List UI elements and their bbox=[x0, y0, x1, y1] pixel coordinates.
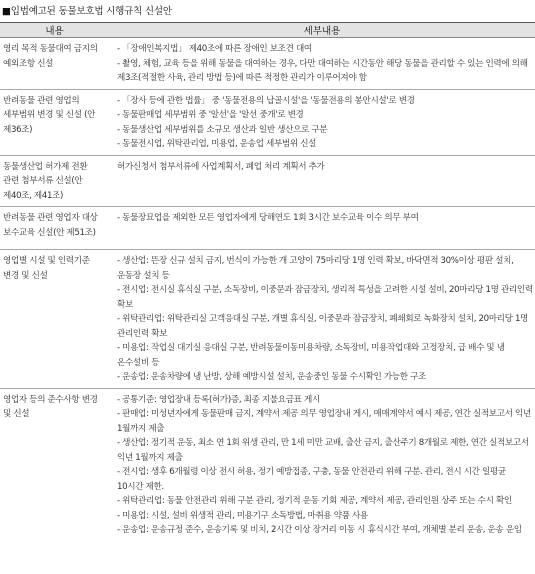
table-row bbox=[0, 250, 535, 389]
detail-line: - 동물생산업 세부범위를 소규모 생산과 일반 생산으로 구분 bbox=[117, 124, 328, 135]
header-content: 내용 bbox=[0, 23, 109, 38]
row-label: 반려동물 관련 영업의 세부범위 변경 및 신설 (안 제36조) bbox=[0, 89, 109, 155]
row-details bbox=[109, 89, 535, 155]
detail-line: - 「장사 등에 관한 법률」 중 '동물전용의 납골시설'을 '동물전용의 봉안시설'로 변경 bbox=[117, 95, 415, 106]
detail-line: - 운송업: 운송차량에 냉 난방, 상해 예방시설 설치, 운송중인 동물 수시확인 가능한 구조 bbox=[117, 372, 426, 382]
row-label: 영업별 시설 및 인력기준 변경 및 신설 bbox=[0, 250, 109, 389]
row-label: 영업자 등의 준수사항 변경 및 신설 bbox=[3, 394, 98, 419]
detail-line: - 동물판매업 세부범위 중 '알선'을 '알선 중개'로 변경 bbox=[117, 110, 304, 120]
detail-line: - 촬영, 체험, 교육 등을 위해 동물을 대여하는 경우, 다만 대여하는 시간동안 해당 동물을 관리할 수 있는 인력에 의해 제3조(적절한 사육, 관리 방법 등)에 따른 적정한 관리가 이루어져야 함 bbox=[117, 58, 528, 83]
detail-line: - 판매업: 미성년자에게 동물판매 금지, 계약서 제공 의무 영업장내 게시, 매매계약서 예시 제공, 연간 실적보고서 익년 1월까지 제출 bbox=[117, 409, 531, 434]
row-details bbox=[109, 207, 535, 250]
detail-line: - 동물장묘업을 제외한 모든 영업자에게 당해연도 1회 3시간 보수교육 이수 의무 부여 bbox=[117, 213, 419, 223]
row-label: 반려동물 관련 영업자 대상 보수교육 신설(안 제51조) bbox=[0, 207, 109, 250]
table-row bbox=[0, 89, 535, 155]
detail-line: - 미용업: 작업실 대기실 응대실 구분, 반려동물이동미용차량, 소독장비, 미용작업대와 고정장치, 급 배수 및 냉 온수설비 등 bbox=[117, 343, 505, 368]
detail-line: - 「장애인복지법」 제40조에 따른 장애인 보조견 대여 bbox=[117, 44, 312, 54]
table-header-row bbox=[0, 23, 535, 38]
regulation-table bbox=[0, 22, 535, 574]
row-details bbox=[109, 38, 535, 90]
table-row bbox=[0, 38, 535, 90]
row-details bbox=[109, 250, 535, 389]
page-title: ■입법예고된 동물보호법 시행규칙 신설안 bbox=[2, 6, 172, 17]
row-details bbox=[109, 388, 535, 574]
row-label: 동물생산업 허가제 전환 관련 첨부서류 신설(안 제40조, 제41조) bbox=[0, 155, 109, 207]
row-details bbox=[109, 155, 535, 207]
header-details: 세부내용 bbox=[109, 23, 535, 38]
detail-line: - 전시업: 생후 6개월령 이상 전시 허용, 정기 예방접종, 구충, 동물 안전관리 위해 구분. 관리, 전시 시간 일평균 10시간 제한. bbox=[117, 467, 506, 492]
detail-line: - 동물전시업, 위탁관리업, 미용업, 운송업 세부범위 신설 bbox=[117, 139, 317, 149]
detail-line: - 공통기준: 영업장내 등록(허가)증, 최종 지불요금표 게시 bbox=[117, 394, 320, 405]
detail-line: - 전시업: 전시실 휴식실 구분, 소독장비, 이중문과 잠금장치, 생리적 특성을 고려한 시설 설비, 20마리당 1명 관리인력 확보 bbox=[117, 285, 533, 310]
table-row bbox=[0, 388, 535, 574]
table-row bbox=[0, 207, 535, 250]
detail-line: - 생산업: 뜬장 신규 설치 금지, 번식이 가능한 개 고양이 75마리당 1명 인력 확보, 바닥면적 30%이상 평판 설치, 운동장 설치 등 bbox=[117, 256, 514, 281]
detail-line: 허가신청서 첨부서류에 사업계획서, 폐업 처리 계획서 추가 bbox=[117, 161, 325, 172]
detail-line: - 생산업: 정기적 운동, 최소 연 1회 위생 관리, 만 1세 미만 교배, 출산 금지, 출산주기 8개월로 제한, 연간 실적보고서 익년 1월까지 제출 bbox=[117, 438, 529, 463]
table-row bbox=[0, 155, 535, 207]
row-label: 영리 목적 동물대여 금지의 예외조항 신설 bbox=[0, 38, 109, 90]
detail-line: - 운송업: 운송규정 준수, 운송기록 및 비치, 2시간 이상 장거리 이동 시 휴식시간 부여, 개체별 분리 운송, 운송 운임 bbox=[117, 525, 522, 535]
detail-line: - 위탁관리업: 위탁관리실 고객응대실 구분, 개별 휴식실, 이중문과 잠금장치, 폐쇄회로 녹화장치 설치, 20마리당 1명 관리인력 확보 bbox=[117, 314, 529, 339]
detail-line: - 위탁관리업: 동물 안전관리 위해 구분 관리, 정기적 운동 기회 제공, 계약서 제공, 관리인원 상주 또는 수시 확인 bbox=[117, 496, 512, 506]
detail-line: - 미용업: 시설, 설비 위생적 관리, 미용기구 소독방법, 마취용 약품 사용 bbox=[117, 510, 368, 521]
